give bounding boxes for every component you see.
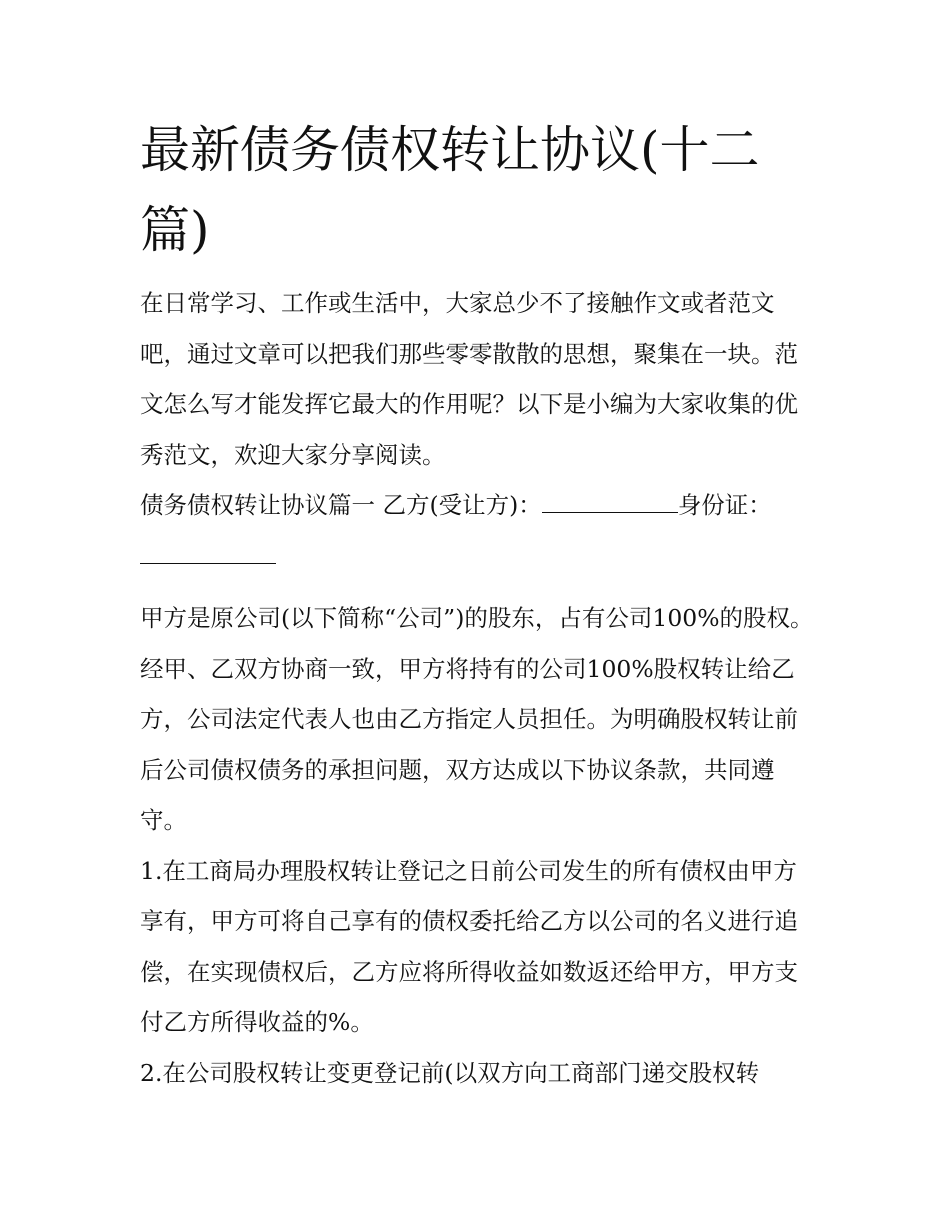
section-heading: 债务债权转让协议篇一 乙方(受让方)： — [140, 491, 542, 519]
document-title: 最新债务债权转让协议(十二篇) — [140, 121, 760, 259]
transferee-name-blank — [542, 490, 678, 513]
id-number-blank — [140, 541, 276, 564]
spacer — [140, 581, 820, 593]
clause-1: 1.在工商局办理股权转让登记之日前公司发生的所有债权由甲方享有，甲方可将自己享有的债权委托给乙方以公司的名义进行追偿，在实现债权后，乙方应将所得收益如数返还给甲方，甲方支付乙方所得收益的%。 — [140, 856, 798, 1036]
section-heading-line — [140, 480, 820, 581]
intro-paragraph: 在日常学习、工作或生活中，大家总少不了接触作文或者范文吧，通过文章可以把我们那些零零散散的思想，聚集在一块。范文怎么写才能发挥它最大的作用呢？以下是小编为大家收集的优秀范文，欢迎大家分享阅读。 — [140, 289, 798, 469]
document-page — [140, 110, 820, 1098]
id-label: 身份证： — [677, 491, 772, 519]
agreement-paragraph: 甲方是原公司(以下简称“公司”)的股东，占有公司100%的股权。经甲、乙双方协商一致，甲方将持有的公司100%股权转让给乙方，公司法定代表人也由乙方指定人员担任。为明确股权转让前后公司债权债务的承担问题，双方达成以下协议条款，共同遵守。 — [140, 604, 814, 834]
clause-2: 2.在公司股权转让变更登记前(以双方向工商部门递交股权转 — [140, 1058, 760, 1087]
